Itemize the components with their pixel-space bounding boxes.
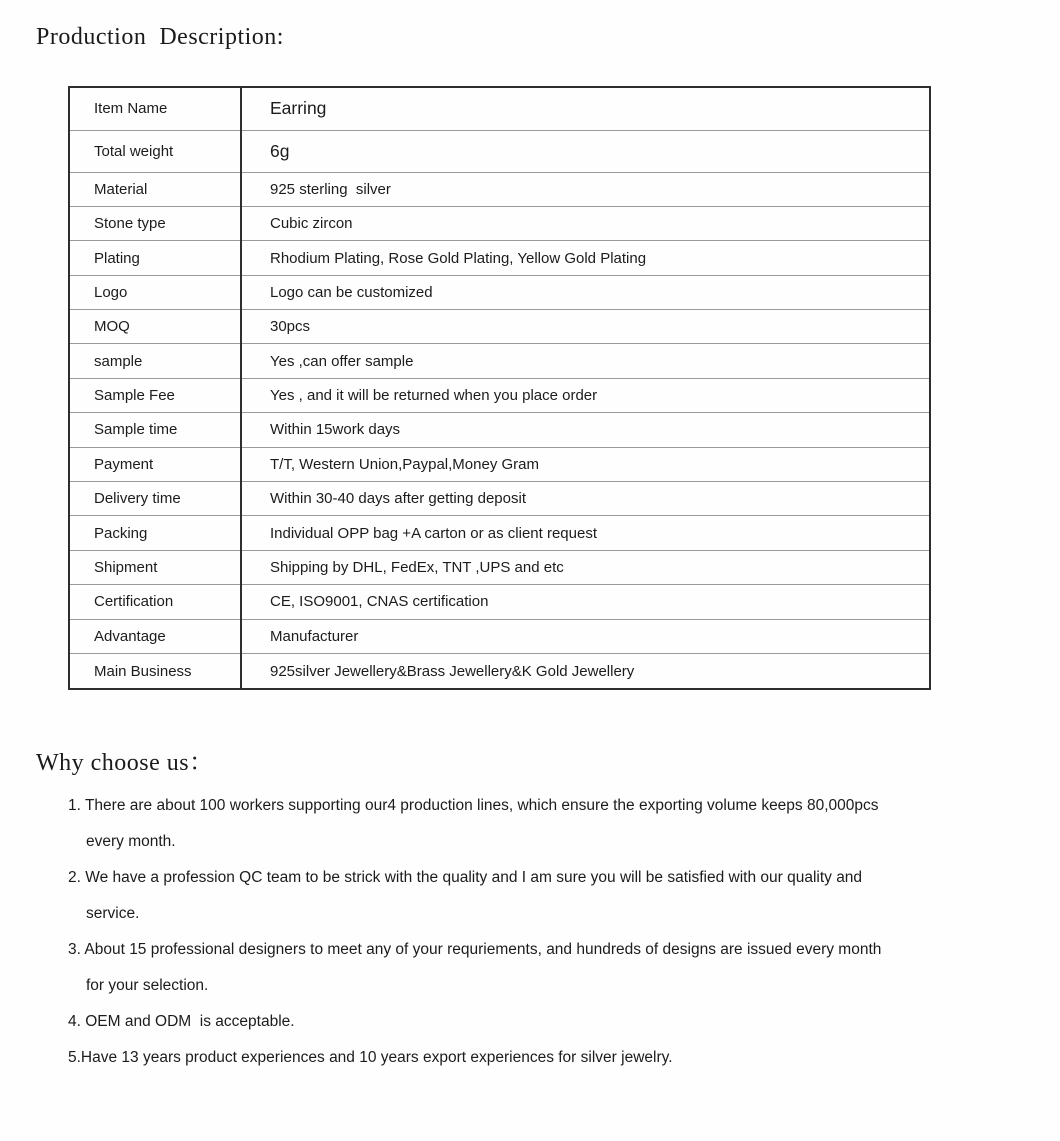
why-item — [68, 1004, 1028, 1040]
why-item-line: 2. We have a profession QC team to be strick with the quality and I am sure you will be satisfied with our quality and — [68, 869, 863, 886]
spec-table-row — [69, 516, 930, 550]
spec-table-row — [69, 275, 930, 309]
spec-label-cell: Payment — [69, 447, 241, 481]
spec-table-row — [69, 344, 930, 378]
product-spec-table — [68, 86, 931, 690]
spec-value-cell: Earring — [270, 98, 327, 119]
why-choose-us-list — [68, 788, 1028, 1076]
why-item-line: service. — [86, 905, 140, 922]
spec-table-body — [69, 87, 930, 689]
why-item-line: 5.Have 13 years product experiences and 10 years export experiences for silver jewelry. — [68, 1049, 673, 1066]
spec-value-cell: Yes , and it will be returned when you place order — [241, 378, 930, 412]
why-item-line: every month. — [86, 833, 176, 850]
spec-table-row — [69, 87, 930, 130]
spec-label-cell: Logo — [69, 275, 241, 309]
spec-value-cell: Cubic zircon — [241, 206, 930, 240]
spec-label-cell: Total weight — [69, 130, 241, 172]
spec-table-row — [69, 310, 930, 344]
spec-value-cell: Logo can be customized — [241, 275, 930, 309]
why-item — [68, 788, 1028, 860]
spec-value-cell: 30pcs — [241, 310, 930, 344]
why-item-line: 3. About 15 professional designers to meet any of your requriements, and hundreds of designs are issued every month — [68, 941, 882, 958]
page-title: Production Description: — [36, 24, 284, 50]
spec-table-row — [69, 619, 930, 653]
spec-value-cell: 925silver Jewellery&Brass Jewellery&K Gold Jewellery — [241, 654, 930, 690]
spec-table-row — [69, 585, 930, 619]
spec-label-cell: Stone type — [69, 206, 241, 240]
spec-table-row — [69, 482, 930, 516]
why-item-line: 4. OEM and ODM is acceptable. — [68, 1013, 295, 1030]
spec-value-cell: 6g — [241, 130, 930, 172]
spec-table-row — [69, 550, 930, 584]
spec-table-row — [69, 413, 930, 447]
spec-label-cell: Material — [69, 172, 241, 206]
spec-table-row — [69, 206, 930, 240]
spec-value-cell: 925 sterling silver — [241, 172, 930, 206]
spec-table-row — [69, 654, 930, 690]
spec-value-cell: T/T, Western Union,Paypal,Money Gram — [241, 447, 930, 481]
spec-label-cell: Sample time — [69, 413, 241, 447]
why-item — [68, 860, 1028, 932]
spec-label-cell: Certification — [69, 585, 241, 619]
why-item-line: for your selection. — [86, 977, 209, 994]
spec-label-cell: Main Business — [69, 654, 241, 690]
spec-value-cell: Individual OPP bag +A carton or as client request — [241, 516, 930, 550]
why-choose-us-title: Why choose us： — [36, 750, 214, 776]
why-item-line: 1. There are about 100 workers supporting our4 production lines, which ensure the exporting volume keeps 80,000pcs — [68, 797, 879, 814]
spec-value-cell: Manufacturer — [241, 619, 930, 653]
spec-value-cell: Within 15work days — [241, 413, 930, 447]
spec-table-row — [69, 241, 930, 275]
spec-value-cell: Yes ,can offer sample — [241, 344, 930, 378]
spec-value-cell: Rhodium Plating, Rose Gold Plating, Yellow Gold Plating — [241, 241, 930, 275]
why-item — [68, 1040, 1028, 1076]
spec-value-cell: Shipping by DHL, FedEx, TNT ,UPS and etc — [241, 550, 930, 584]
spec-label-cell: Advantage — [69, 619, 241, 653]
spec-label-cell: Shipment — [69, 550, 241, 584]
spec-value-cell: Within 30-40 days after getting deposit — [241, 482, 930, 516]
spec-label-cell: Sample Fee — [69, 378, 241, 412]
why-item — [68, 932, 1028, 1004]
spec-label-cell: Delivery time — [69, 482, 241, 516]
spec-value-cell: CE, ISO9001, CNAS certification — [241, 585, 930, 619]
spec-table-row — [69, 447, 930, 481]
spec-table-row — [69, 378, 930, 412]
spec-table-row — [69, 130, 930, 172]
spec-label-cell: Item Name — [69, 87, 241, 130]
spec-label-cell: sample — [69, 344, 241, 378]
spec-label-cell: Packing — [69, 516, 241, 550]
spec-label-cell: Plating — [69, 241, 241, 275]
spec-label-cell: MOQ — [69, 310, 241, 344]
spec-table-row — [69, 172, 930, 206]
